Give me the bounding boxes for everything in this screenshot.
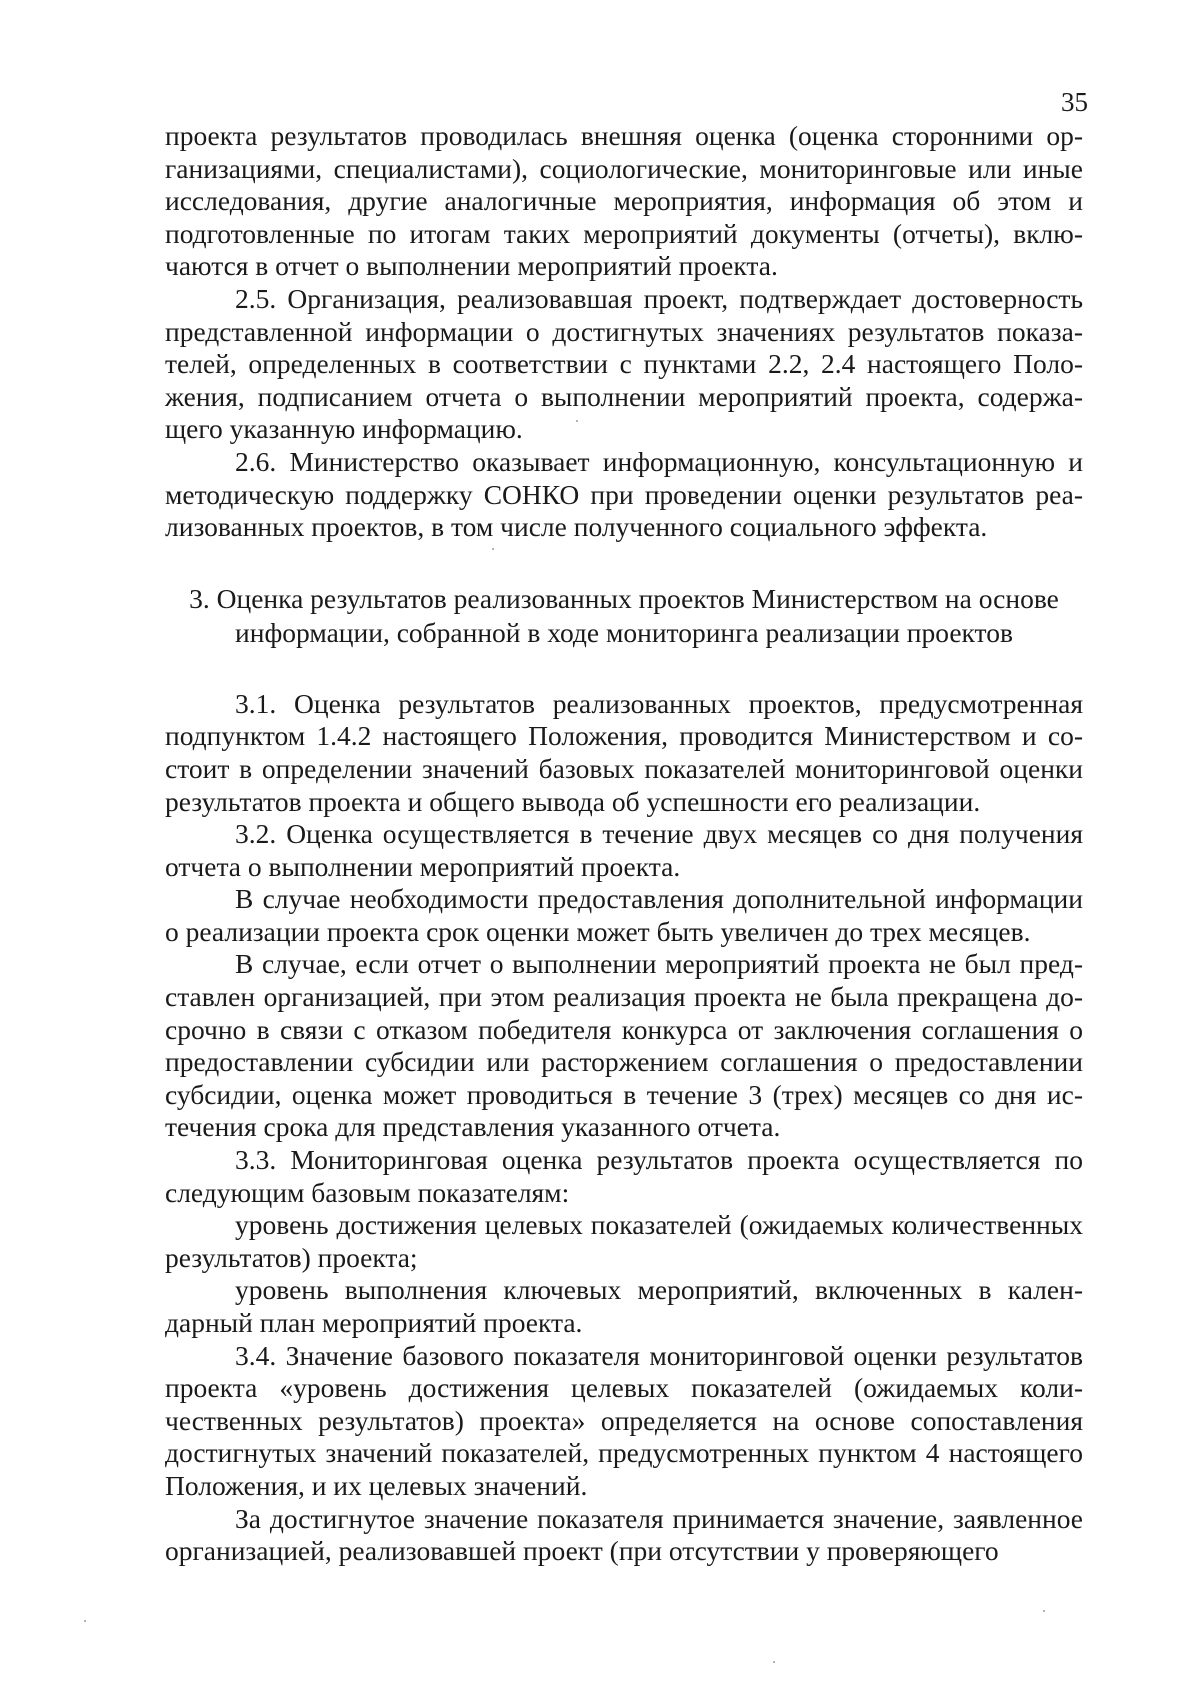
paragraph-extension-case: В случае необходимости предоставления дополнительной информации о реализации проекта срок оценки может быть увеличен до трех месяцев. (165, 883, 1083, 947)
scan-speck (773, 1661, 775, 1663)
list-item-target-indicators: уровень достижения целевых показателей (ожидаемых количественных результатов) проекта; (165, 1209, 1083, 1273)
paragraph-3-3: 3.3. Мониторинговая оценка результатов проекта осуществляется по следующим базовым показателям: (165, 1144, 1083, 1208)
paragraph-achieved-value: За достигнутое значение показателя принимается значение, заявленное организацией, реализовавшей проект (при отсутствии у проверяющего (165, 1502, 1083, 1567)
paragraph-continuation: проекта результатов проводилась внешняя оценка (оценка сторонними организациями, специалистами), социологические, мониторинговые или иные исследования, другие аналогичные мероприятия, информация об этом и подготовленные по итогам таких мероприятий документы (отчеты), включаются в отчет о выполнении мероприятий проекта. (165, 120, 1083, 282)
scan-speck (84, 1620, 86, 1622)
scan-speck (1043, 1610, 1045, 1612)
paragraph-2-5: 2.5. Организация, реализовавшая проект, подтверждает достоверность представленной информации о достигнутых значениях результатов показателей, определенных в соответствии с пунктами 2.2, 2.4 настоящего Положения, подписанием отчета о выполнении мероприятий проекта, содержащего указанную информацию. (165, 282, 1083, 445)
document-body (165, 120, 1083, 1568)
paragraph-3-2: 3.2. Оценка осуществляется в течение двух месяцев со дня получения отчета о выполнении мероприятий проекта. (165, 818, 1083, 882)
page-number: 35 (1061, 87, 1088, 117)
scan-speck (576, 420, 578, 422)
paragraph-3-4: 3.4. Значение базового показателя мониторинговой оценки результатов проекта «уровень достижения целевых показателей (ожидаемых количественных результатов) проекта» определяется на основе сопоставления достигнутых значений показателей, предусмотренных пунктом 4 настоящего Положения, и их целевых значений. (165, 1339, 1083, 1501)
scan-speck (492, 548, 494, 550)
paragraph-no-report-case: В случае, если отчет о выполнении мероприятий проекта не был представлен организацией, при этом реализация проекта не была прекращена досрочно в связи с отказом победителя конкурса от заключения соглашения о предоставлении субсидии или расторжением соглашения о предоставлении субсидии, оценка может проводиться в течение 3 (трех) месяцев со дня истечения срока для представления указанного отчета. (165, 948, 1083, 1143)
paragraph-2-6: 2.6. Министерство оказывает информационную, консультационную и методическую поддержку СОНКО при проведении оценки результатов реализованных проектов, в том числе полученного социального эффекта. (165, 445, 1083, 543)
section-3-title: 3. Оценка результатов реализованных проектов Министерством на основе информации, собранной в ходе мониторинга реализации проектов (189, 582, 1059, 648)
paragraph-3-1: 3.1. Оценка результатов реализованных проектов, предусмотренная подпунктом 1.4.2 настоящего Положения, проводится Министерством и состоит в определении значений базовых показателей мониторинговой оценки результатов проекта и общего вывода об успешности его реализации. (165, 687, 1083, 817)
list-item-key-activities: уровень выполнения ключевых мероприятий, включенных в календарный план мероприятий проекта. (165, 1274, 1083, 1338)
